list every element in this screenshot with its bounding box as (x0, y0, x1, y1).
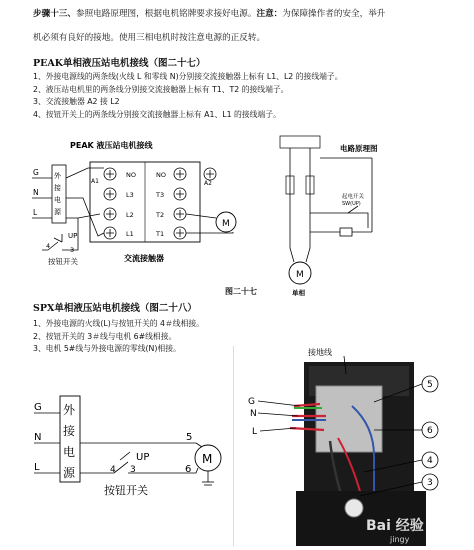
photo-label-l: L (252, 427, 258, 437)
peak-item-4: 4、按钮开关上的两条线分别接交流接触器上标有 A1、L1 的接线端子。 (33, 109, 281, 119)
peak-item-1: 1、外接电源线的两条线(火线 L 和零线 N)分别接交流接触器上标有 L1、L2 的接线端子。 (33, 72, 343, 81)
peak-heading: PEAK单相液压站电机接线（图二十七） (33, 58, 206, 69)
spx-num-3: 3 (130, 465, 136, 475)
photo-circle-5: 5 (427, 380, 433, 390)
step-paragraph (33, 8, 463, 21)
schematic-single-phase: 单相 (292, 289, 305, 296)
peak-diagram-title: PEAK 液压站电机接线 (70, 141, 153, 150)
step-line2: 机必须有良好的接地。使用三相电机时按注意电源的正反转。 (33, 33, 266, 43)
peak-label-l: L (33, 208, 38, 217)
spx-src-char-2: 接 (63, 424, 76, 438)
peak-list (33, 71, 343, 121)
spx-up-label: UP (136, 452, 150, 463)
peak-a1-label: A1 (91, 178, 99, 185)
contactor-right-no: NO (156, 171, 166, 179)
spx-label-l: L (34, 462, 40, 473)
peak-src-char-3: 电 (54, 196, 61, 204)
fig27-caption: 图二十七 (225, 287, 257, 296)
contactor-right-t2: T2 (156, 211, 165, 219)
contactor-left-l3: L3 (126, 191, 134, 199)
peak-item-2: 2、液压站电机里的两条线分别接交流接触器上标有 T1、T2 的接线端子。 (33, 84, 289, 94)
spx-num-6: 6 (185, 464, 192, 475)
contactor-left-l2: L2 (126, 211, 134, 219)
step-title: 步骤十三、 (33, 9, 76, 19)
spx-wiring-diagram (28, 390, 228, 500)
peak-label-n: N (33, 188, 39, 197)
peak-src-char-2: 接 (54, 184, 61, 192)
motor-photo (234, 346, 472, 546)
motor-photo-panel (233, 346, 472, 546)
peak-a2-label: A2 (204, 180, 212, 187)
spx-heading: SPX单相液压站电机接线（图二十八） (33, 303, 197, 314)
watermark-sub: jingy (390, 535, 410, 544)
circuit-schematic (272, 128, 402, 296)
contactor-left-no: NO (126, 171, 136, 179)
contactor-right-t1: T1 (156, 230, 165, 238)
spx-src-char-3: 电 (63, 445, 76, 459)
schematic-motor-label: M (296, 270, 304, 280)
contactor-terminals-right (174, 168, 216, 239)
step-body: 参照电路原理图，根据电机铭牌要求接好电源。 (75, 9, 257, 19)
photo-circle-4: 4 (427, 456, 433, 466)
spx-num-4: 4 (110, 465, 116, 475)
peak-motor-label: M (222, 219, 230, 229)
schematic-title: 电路原理图 (340, 144, 378, 153)
schematic-switch-sub: SW(UP) (342, 201, 361, 207)
peak-num-3: 3 (70, 246, 75, 254)
spx-src-char-1: 外 (63, 403, 76, 417)
motor-capacitor (345, 499, 363, 517)
spx-item-2: 2、按钮开关的 3＃线与电机 6#线相接。 (33, 331, 177, 341)
contactor-terminals-left (104, 168, 116, 239)
spx-motor-label: M (202, 452, 213, 466)
peak-src-char-1: 外 (54, 172, 61, 180)
spx-item-3: 3、电机 5#线与外接电源的零线(N)相接。 (33, 344, 181, 353)
peak-up-label: UP (68, 232, 78, 240)
peak-label-g: G (33, 168, 39, 177)
photo-circle-6: 6 (427, 426, 433, 436)
peak-button-label: 按钮开关 (48, 257, 78, 266)
spx-src-char-4: 源 (63, 466, 76, 480)
peak-wiring-diagram (28, 138, 258, 273)
photo-ground-label: 接地线 (308, 348, 332, 357)
spx-label-n: N (34, 432, 42, 443)
spx-num-5: 5 (186, 432, 193, 443)
note-label: 注意： (256, 9, 283, 19)
peak-item-3: 3、交流接触器 A2 接 L2 (33, 97, 120, 106)
spx-label-g: G (34, 402, 42, 413)
photo-label-n: N (250, 409, 257, 419)
peak-src-char-4: 源 (54, 208, 61, 216)
contactor-right-t3: T3 (156, 191, 165, 199)
photo-circle-3: 3 (427, 478, 433, 488)
peak-contactor-label: 交流接触器 (124, 254, 164, 263)
spx-list (33, 318, 204, 356)
spx-button-label: 按钮开关 (104, 484, 148, 497)
schematic-switch-label: 起电开关 (342, 194, 365, 200)
peak-num-4: 4 (46, 242, 51, 250)
note-text: 为保障操作者的安全，举升 (282, 9, 386, 19)
watermark: Bai 经验 (366, 518, 424, 534)
contactor-left-l1: L1 (126, 230, 134, 238)
spx-item-1: 1、外接电源的火线(L)与按钮开关的 4＃线相接。 (33, 319, 204, 328)
photo-label-g: G (248, 397, 255, 407)
